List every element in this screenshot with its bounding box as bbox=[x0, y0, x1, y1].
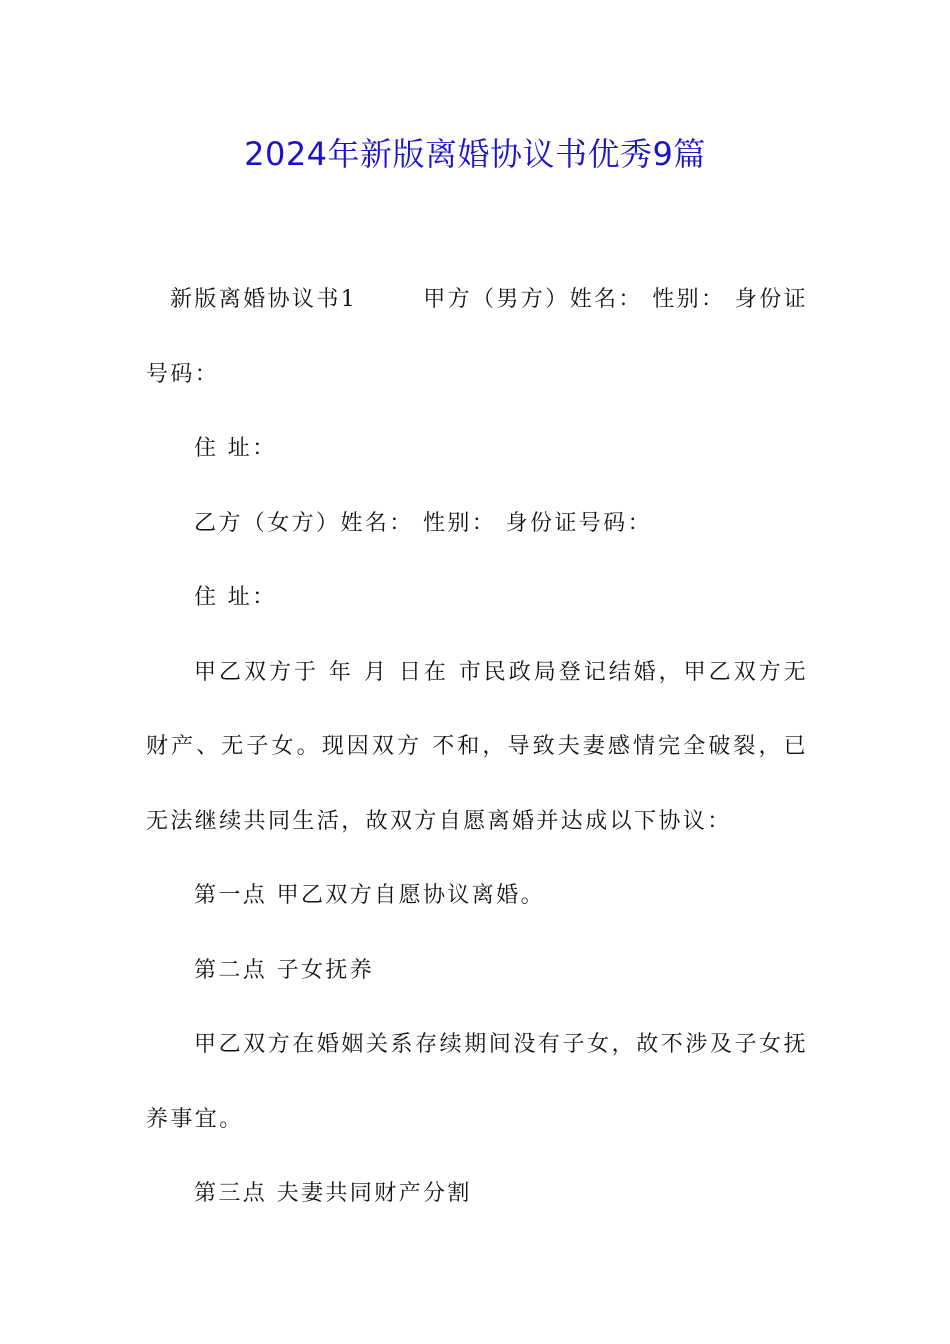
paragraph-clause-2-body: 甲乙双方在婚姻关系存续期间没有子女，故不涉及子女抚养事宜。 bbox=[146, 1032, 808, 1132]
paragraph-party-b-address: 住 址： bbox=[194, 585, 277, 610]
paragraph-clause-3-heading: 第三点 夫妻共同财产分割 bbox=[194, 1181, 472, 1206]
document-title: 2024年新版离婚协议书优秀9篇 bbox=[244, 135, 706, 173]
paragraph-clause-1: 第一点 甲乙双方自愿协议离婚。 bbox=[194, 883, 545, 908]
paragraph-party-a-address: 住 址： bbox=[194, 436, 277, 461]
document-body bbox=[146, 263, 808, 1232]
intro-paragraph bbox=[146, 263, 808, 412]
intro-heading: 新版离婚协议书1 bbox=[170, 287, 358, 312]
paragraph-party-b-info: 乙方（女方）姓名： 性别： 身份证号码： bbox=[194, 510, 652, 536]
party-a-line: 甲方（男方）姓名： 性别： 身份证号码： bbox=[146, 287, 808, 387]
paragraph-marriage-statement: 甲乙双方于 年 月 日在 市民政局登记结婚，甲乙双方无财产、无子女。现因双方 不和，导致夫妻感情完全破裂，已无法继续共同生活，故双方自愿离婚并达成以下协议： bbox=[146, 659, 808, 834]
paragraph-clause-2-heading: 第二点 子女抚养 bbox=[194, 957, 375, 983]
